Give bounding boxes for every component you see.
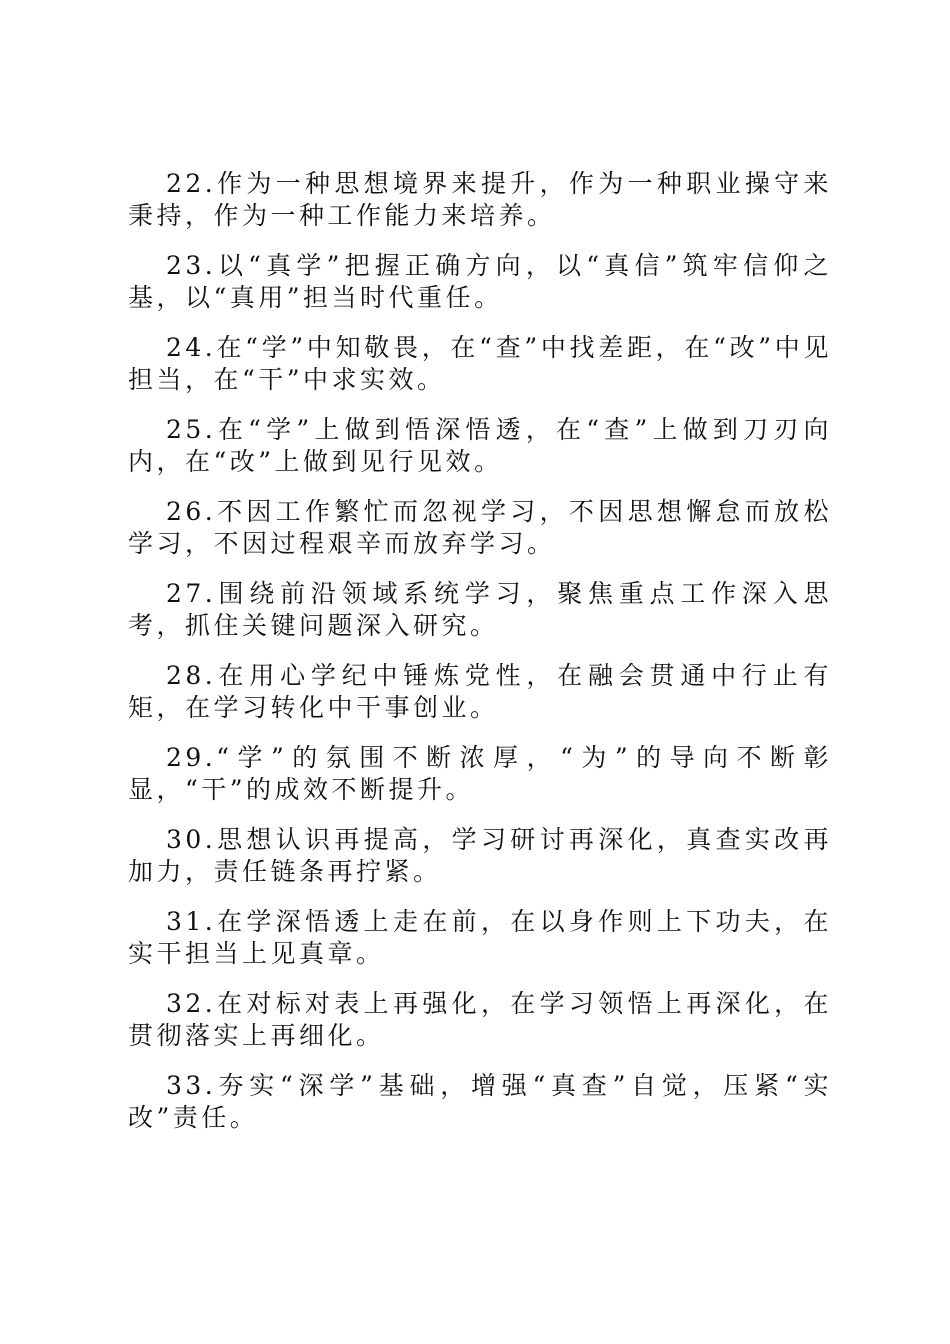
paragraph-33: 33.夯实“深学”基础，增强“真查”自觉，压紧“实改”责任。: [128, 1071, 832, 1132]
paragraph-28: 28.在用心学纪中锤炼党性，在融会贯通中行止有矩，在学习转化中干事创业。: [128, 661, 832, 722]
paragraph-23: 23.以“真学”把握正确方向，以“真信”筑牢信仰之基，以“真用”担当时代重任。: [128, 251, 832, 312]
paragraph-29: 29.“学”的氛围不断浓厚，“为”的导向不断彰显，“干”的成效不断提升。: [128, 743, 832, 804]
paragraph-30: 30.思想认识再提高，学习研讨再深化，真查实改再加力，责任链条再拧紧。: [128, 825, 832, 886]
paragraph-22: 22.作为一种思想境界来提升，作为一种职业操守来秉持，作为一种工作能力来培养。: [128, 169, 832, 230]
document-body: [128, 168, 832, 1152]
paragraph-27: 27.围绕前沿领域系统学习，聚焦重点工作深入思考，抓住关键问题深入研究。: [128, 579, 832, 640]
paragraph-25: 25.在“学”上做到悟深悟透，在“查”上做到刀刃向内，在“改”上做到见行见效。: [128, 415, 832, 476]
paragraph-31: 31.在学深悟透上走在前，在以身作则上下功夫，在实干担当上见真章。: [128, 907, 832, 968]
paragraph-32: 32.在对标对表上再强化，在学习领悟上再深化，在贯彻落实上再细化。: [128, 989, 832, 1050]
paragraph-24: 24.在“学”中知敬畏，在“查”中找差距，在“改”中见担当，在“干”中求实效。: [128, 333, 832, 394]
paragraph-26: 26.不因工作繁忙而忽视学习，不因思想懈怠而放松学习，不因过程艰辛而放弃学习。: [128, 497, 832, 558]
